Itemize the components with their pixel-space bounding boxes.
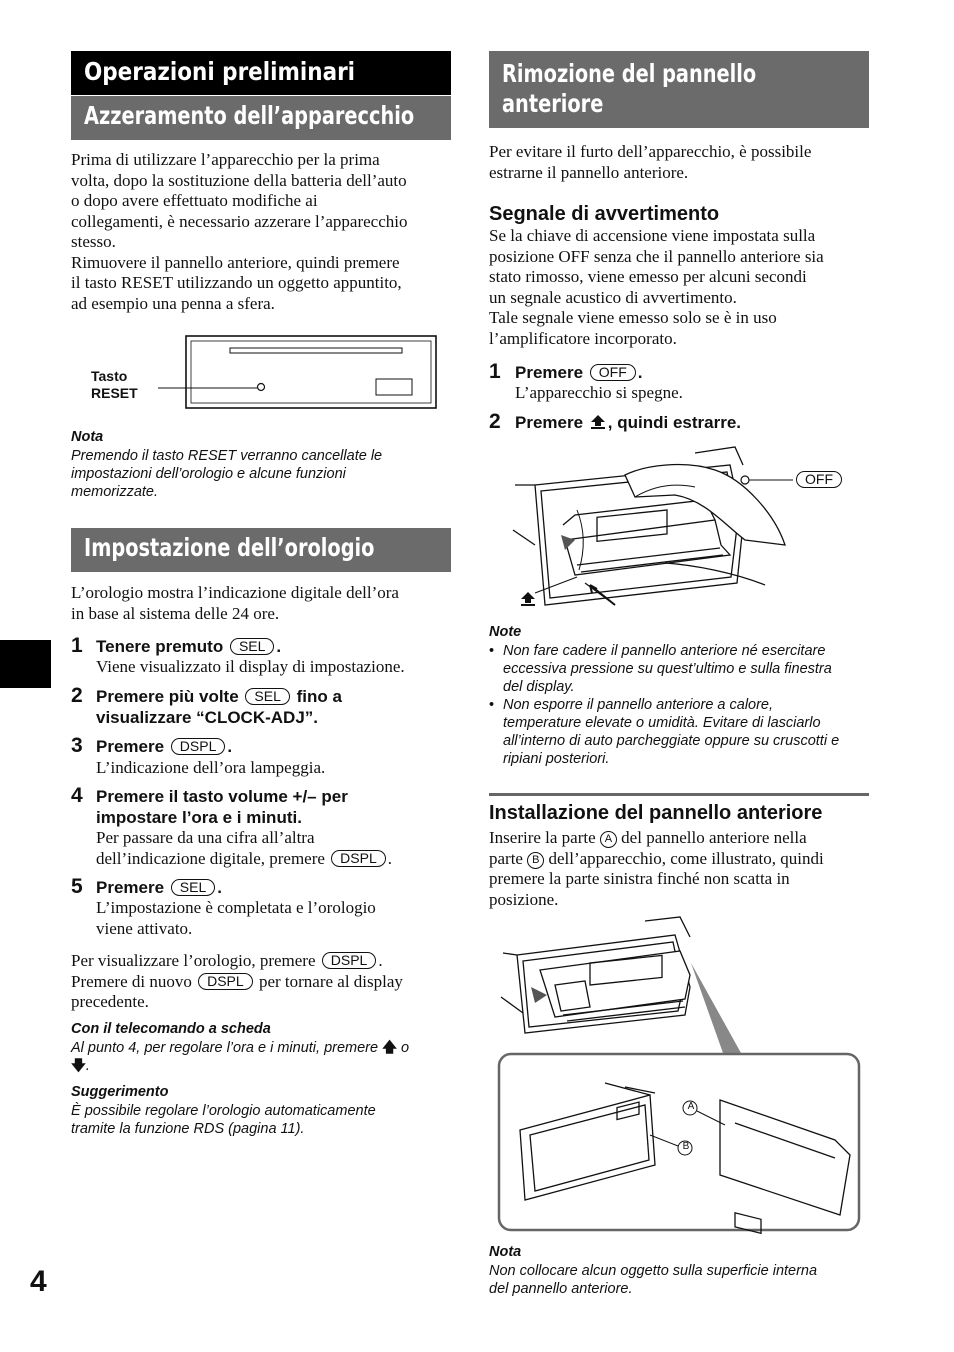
release-icon [589,414,607,430]
part-a-marker: A [600,831,617,848]
text-line: parte [489,848,523,868]
step-heading [515,363,643,384]
down-arrow-icon: 🡇 [71,1058,86,1074]
clock-after-text [71,951,403,1013]
step-text: impostare l’ora e i minuti. [96,807,302,827]
step-text: . [637,363,643,382]
step-text: . [227,737,233,756]
reset-title: Azzeramento dell’apparecchio [84,101,415,130]
text-line: temperature elevate o umidità. Evitare di lasciarlo [503,715,821,731]
text-line: Se la chiave di accensione viene impostata sulla [489,226,816,245]
clock-intro [71,583,399,624]
text-line: . [85,1058,90,1074]
text-line: del display. [503,679,575,695]
reset-device-illustration [150,334,440,410]
fig-marker-a: A [687,1101,695,1112]
step-text: visualizzare “CLOCK-ADJ”. [96,707,318,727]
nota1-text [71,447,382,501]
step-text: Premere [96,878,165,897]
text-line: . [387,848,392,868]
dspl-button-label: DSPL [322,952,377,969]
note-title: Note [489,624,522,640]
text-line: collegamenti, è necessario azzerare l’apparecchio [71,211,408,231]
text-line: stato rimosso, viene emesso per alcuni secondi [489,267,807,286]
label-line: RESET [91,385,138,401]
tip-text [71,1102,376,1138]
text-line: Prima di utilizzare l’apparecchio per la prima [71,150,380,169]
tip-title: Suggerimento [71,1084,169,1100]
step-heading [96,637,281,658]
text-line: posizione. [489,889,559,909]
step-number: 3 [71,734,83,757]
step-body: Viene visualizzato il display di impostazione. [96,657,405,676]
step-text: Premere [515,363,584,382]
text-line: viene attivato. [96,918,193,938]
telecomando-text [71,1039,409,1075]
text-line: Non collocare alcun oggetto sulla superficie interna [489,1263,818,1279]
side-thumb-tab [0,640,51,688]
section-title: Operazioni preliminari [84,57,356,86]
step-heading [96,878,222,899]
text-line: Per evitare il furto dell’apparecchio, è possibile [489,142,812,161]
text-line: Al punto 4, per regolare l’ora e i minuti, premere [71,1040,379,1056]
reset-title-bar [71,96,451,140]
fig-off-label: OFF [796,471,842,488]
reset-label [91,368,138,402]
step-text: Premere il tasto volume +/– per [96,787,348,806]
label-line: Tasto [91,368,128,384]
removal-title-line1: Rimozione del pannello [502,59,757,88]
step-text: . [276,637,282,656]
text-line: posizione OFF senza che il pannello anteriore sia [489,246,824,266]
clock-title: Impostazione dell’orologio [84,533,375,562]
step-body [96,828,392,869]
text-line: dell’indicazione digitale, premere [96,848,325,868]
removal-title-bar [489,51,869,128]
text-line: Rimuovere il pannello anteriore, quindi premere [71,252,400,272]
install-text [489,828,824,910]
text-line: Inserire la parte [489,828,596,847]
page-number: 4 [30,1265,47,1298]
step-text: . [217,878,222,897]
step-number: 1 [71,634,83,657]
text-line: L’orologio mostra l’indicazione digitale dell’ora [71,583,399,602]
text-line: Non esporre il pannello anteriore a calore, [503,697,774,713]
text-line: o dopo avere effettuato modifiche ai [71,191,318,210]
text-line: all’interno di auto parcheggiate oppure su cruscotti e [503,733,840,749]
step-body: L’indicazione dell’ora lampeggia. [96,758,326,777]
text-line: Premere di nuovo [71,971,192,991]
panel-install-illustration [495,915,865,1235]
text-line: tramite la funzione RDS (pagina 11). [71,1121,305,1137]
step-body: L’apparecchio si spegne. [515,383,683,402]
step-heading [96,687,342,728]
dspl-button-label: DSPL [171,738,226,755]
step-number: 4 [71,784,83,807]
step-heading [515,413,741,434]
text-line: ad esempio una penna a sfera. [71,293,275,313]
text-line: ripiani posteriori. [503,751,610,767]
text-line: È possibile regolare l’orologio automaticamente [71,1103,376,1119]
text-line: Per passare da una cifra all’altra [96,828,315,847]
text-line: del pannello anteriore nella [621,828,807,847]
sel-button-label: SEL [245,688,289,705]
install-nota-text [489,1262,817,1298]
bullet: • [489,697,495,713]
section-divider [489,793,869,796]
step-number: 2 [489,410,501,433]
part-b-marker: B [527,852,544,869]
text-line: stesso. [71,232,116,251]
removal-intro [489,142,811,183]
text-line: eccessiva pressione su quest’ultimo e sulla finestra [503,661,832,677]
text-line: Premendo il tasto RESET verranno cancellate le [71,448,383,464]
text-line: Non fare cadere il pannello anteriore né esercitare [503,643,826,659]
text-line: L’impostazione è completata e l’orologio [96,898,376,917]
removal-title-line2: anteriore [502,89,604,118]
warning-text [489,226,824,349]
text-line: precedente. [71,992,149,1011]
text-line: estrarne il pannello anteriore. [489,162,689,182]
sel-button-label: SEL [230,638,274,655]
step-number: 2 [71,684,83,707]
step-heading [96,737,232,758]
nota1-title: Nota [71,429,104,445]
text-line: . [378,951,383,970]
install-title: Installazione del pannello anteriore [489,802,823,824]
step-number: 1 [489,360,501,383]
telecomando-title: Con il telecomando a scheda [71,1021,271,1037]
text-line: del pannello anteriore. [489,1281,633,1297]
dspl-button-label: DSPL [331,850,386,867]
install-nota-title: Nota [489,1244,522,1260]
step-body [96,898,376,939]
text-line: memorizzate. [71,484,159,500]
dspl-button-label: DSPL [198,973,253,990]
text-line: dell’apparecchio, come illustrato, quindi [548,848,824,868]
sel-button-label: SEL [171,879,215,896]
off-button-label: OFF [590,364,636,381]
step-text: Tenere premuto [96,637,224,656]
section-title-bar [71,51,451,95]
text-line: l’amplificatore incorporato. [489,328,677,348]
text-line: Tale segnale viene emesso solo se è in uso [489,308,777,327]
step-text: Premere più volte [96,687,239,706]
text-line: o [401,1040,410,1056]
text-line: premere la parte sinistra finché non scatta in [489,869,790,888]
step-number: 5 [71,875,83,898]
reset-paragraph-1 [71,150,456,314]
step-text: fino a [296,687,342,706]
text-line: in base al sistema delle 24 ore. [71,603,280,623]
note-list [489,642,839,768]
text-line: il tasto RESET utilizzando un oggetto appuntito, [71,273,402,292]
text-line: per tornare al display [258,971,403,991]
panel-removal-illustration [505,445,845,613]
step-text: Premere [96,737,165,756]
text-line: volta, dopo la sostituzione della batteria dell’auto [71,170,407,190]
step-text: , quindi estrarre. [607,413,741,432]
up-arrow-icon: 🡅 [382,1040,398,1056]
text-line: impostazioni dell’orologio e alcune funzioni [71,466,346,482]
fig-marker-b: B [682,1141,690,1152]
clock-title-bar [71,528,451,572]
text-line: un segnale acustico di avvertimento. [489,287,737,307]
bullet: • [489,643,495,659]
step-heading [96,787,348,828]
warning-title: Segnale di avvertimento [489,203,720,225]
text-line: Per visualizzare l’orologio, premere [71,951,316,970]
step-text: Premere [515,413,584,432]
